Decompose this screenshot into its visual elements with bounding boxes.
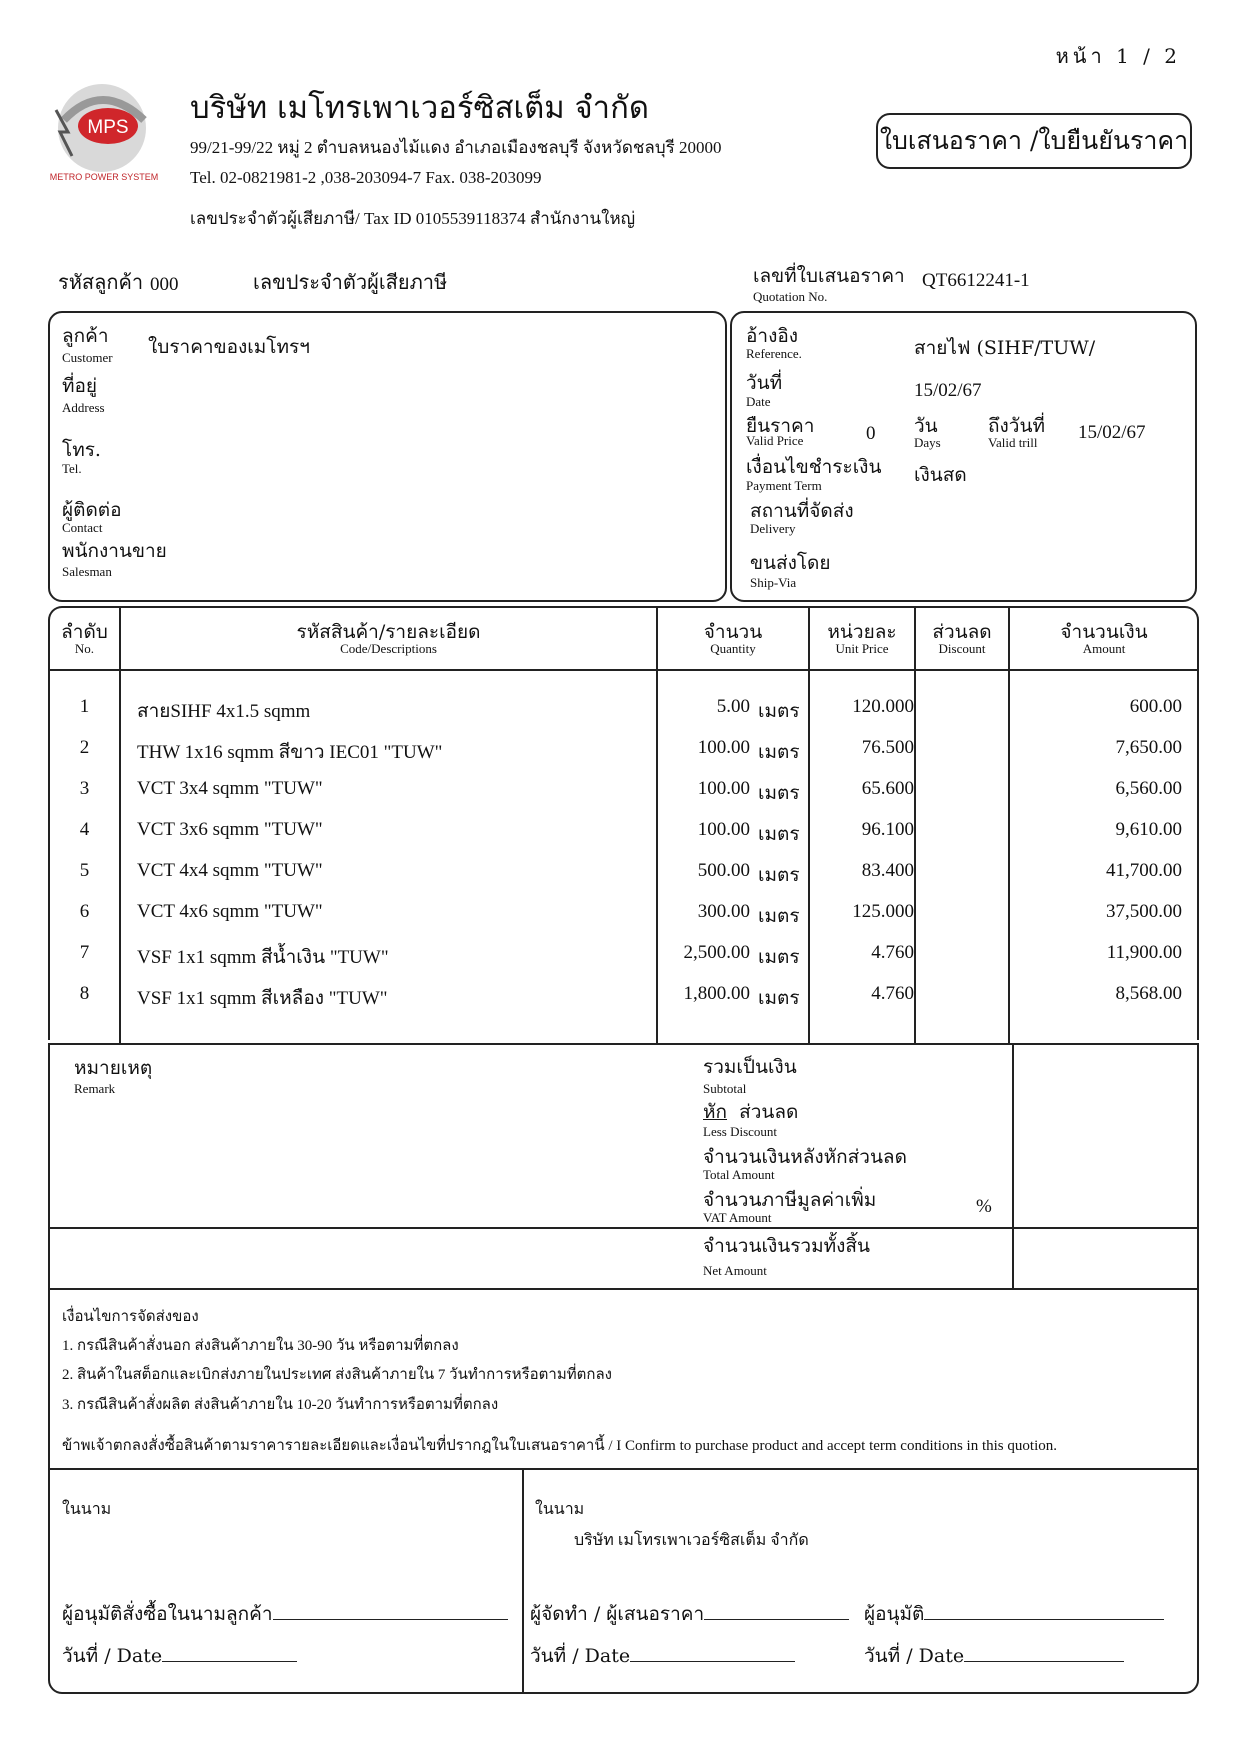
row-no: 5	[79, 860, 90, 881]
customer-date-label: วันที่ / Date	[62, 1645, 163, 1667]
col-qty-th: จำนวน	[703, 621, 763, 643]
row-quantity: 2,500.00	[683, 942, 750, 963]
row-amount: 9,610.00	[1115, 819, 1182, 840]
row-amount: 11,900.00	[1106, 942, 1182, 963]
row-amount: 8,568.00	[1115, 983, 1182, 1004]
delivery-label: สถานที่จัดส่ง	[750, 500, 854, 522]
reference-label-en: Reference.	[746, 346, 802, 361]
customer-code: 000	[150, 274, 179, 295]
tax-id-label: เลขประจำตัวผู้เสียภาษี	[253, 270, 448, 294]
customer-code-label: รหัสลูกค้า	[58, 270, 144, 294]
delivery-label-en: Delivery	[750, 521, 796, 536]
col-header-no	[50, 622, 119, 655]
row-description: VSF 1x1 sqmm สีเหลือง "TUW"	[137, 988, 388, 1009]
days-label-en: Days	[914, 435, 941, 450]
row-description: VCT 4x6 sqmm "TUW"	[137, 901, 323, 922]
approver-date-label: วันที่ / Date	[864, 1645, 965, 1667]
customer-on-behalf-label: ในนาม	[62, 1501, 112, 1518]
row-unit: เมตร	[758, 906, 800, 927]
payment-term-label: เงื่อนไขชำระเงิน	[746, 456, 882, 478]
row-no: 6	[79, 901, 90, 922]
row-amount: 37,500.00	[1106, 901, 1182, 922]
ship-via-label: ขนส่งโดย	[750, 552, 831, 574]
svg-text:MPS: MPS	[87, 117, 129, 138]
salesman-label: พนักงานขาย	[62, 540, 167, 562]
salesman-label-en: Salesman	[62, 564, 112, 579]
ship-via-label-en: Ship-Via	[750, 575, 797, 590]
conditions-title: เงื่อนไขการจัดส่งของ	[62, 1309, 199, 1325]
row-unit-price: 4.760	[871, 942, 914, 963]
net-amount-label-en: Net Amount	[703, 1263, 767, 1278]
col-header-amount	[1010, 622, 1198, 655]
page-sep: /	[1143, 44, 1154, 68]
col-price-en: Unit Price	[835, 641, 889, 656]
row-quantity: 100.00	[697, 737, 750, 758]
address-label: ที่อยู่	[62, 375, 98, 397]
reference-value: สายไฟ (SIHF/TUW/	[914, 337, 1096, 359]
preparer-signature	[530, 1604, 849, 1624]
preparer-date-label: วันที่ / Date	[530, 1645, 631, 1667]
row-amount: 600.00	[1129, 696, 1182, 717]
col-price-th: หน่วยละ	[827, 621, 897, 643]
totals-section	[48, 1043, 1199, 1288]
approver-signature	[864, 1604, 1164, 1624]
quotation-no: QT6612241-1	[922, 270, 1030, 291]
customer-approver-line	[273, 1619, 508, 1620]
less-label: หัก	[703, 1101, 728, 1123]
customer-approver-signature	[62, 1604, 508, 1624]
company-address: 99/21-99/22 หมู่ 2 ตำบลหนองไม้แดง อำเภอเมืองชลบุรี จังหวัดชลบุรี 20000	[190, 138, 722, 157]
confirmation-text: ข้าพเจ้าตกลงสั่งซื้อสินค้าตามราคารายละเอียดและเงื่อนไขที่ปรากฎในใบเสนอราคานี้ / I Confirm to purchase product and accept term conditions in this quotion.	[62, 1438, 1057, 1454]
row-description: VCT 4x4 sqmm "TUW"	[137, 860, 323, 881]
row-no: 7	[79, 942, 90, 963]
vat-amount-label-en: VAT Amount	[703, 1210, 772, 1225]
col-divider-price	[914, 607, 916, 1044]
page-label: หน้า	[1055, 44, 1106, 68]
condition-line: 2. สินค้าในสต็อกและเบิกส่งภายในประเทศ ส่งสินค้าภายใน 7 วันทำการหรือตามที่ตกลง	[62, 1367, 612, 1383]
col-qty-en: Quantity	[710, 641, 756, 656]
document-title: ใบเสนอราคา /ใบยืนยันราคา	[876, 113, 1192, 169]
row-description: VCT 3x6 sqmm "TUW"	[137, 819, 323, 840]
company-on-behalf-name: บริษัท เมโทรเพาเวอร์ซิสเต็ม จำกัด	[574, 1532, 809, 1549]
valid-price-label-en: Valid Price	[746, 433, 804, 448]
row-description: VCT 3x4 sqmm "TUW"	[137, 778, 323, 799]
row-unit: เมตร	[758, 865, 800, 886]
valid-till-label: ถึงวันที่	[988, 415, 1045, 437]
contact-label-en: Contact	[62, 520, 103, 535]
row-unit-price: 83.400	[861, 860, 914, 881]
row-unit: เมตร	[758, 988, 800, 1009]
customer-value: ใบราคาของเมโทรฯ	[148, 336, 310, 358]
row-amount: 41,700.00	[1106, 860, 1182, 881]
subtotal-label-en: Subtotal	[703, 1081, 747, 1096]
company-phone: Tel. 02-0821981-2 ,038-203094-7 Fax. 038-203099	[190, 168, 542, 187]
col-disc-en: Discount	[938, 641, 986, 656]
quotation-no-label: เลขที่ใบเสนอราคา	[753, 265, 905, 287]
payment-term-value: เงินสด	[914, 464, 967, 486]
row-unit: เมตร	[758, 783, 800, 804]
customer-label: ลูกค้า	[62, 325, 109, 347]
row-no: 4	[79, 819, 90, 840]
customer-date-line	[162, 1661, 297, 1662]
remark-label: หมายเหตุ	[74, 1057, 153, 1079]
row-description: THW 1x16 sqmm สีขาว IEC01 "TUW"	[137, 742, 443, 763]
reference-label: อ้างอิง	[746, 325, 799, 347]
signature-divider	[522, 1468, 524, 1692]
discount-label: ส่วนลด	[739, 1101, 799, 1123]
preparer-label: ผู้จัดทำ / ผู้เสนอราคา	[530, 1603, 705, 1625]
company-name: บริษัท เมโทรเพาเวอร์ซิสเต็ม จำกัด	[190, 90, 649, 126]
less-discount-label	[703, 1102, 798, 1122]
col-code-th: รหัสสินค้า/รายละเอียด	[296, 621, 481, 643]
col-header-qty	[658, 622, 808, 655]
approver-line	[924, 1619, 1164, 1620]
contact-label: ผู้ติดต่อ	[62, 499, 122, 521]
condition-line: 1. กรณีสินค้าสั่งนอก ส่งสินค้าภายใน 30-90 วัน หรือตามที่ตกลง	[62, 1338, 459, 1354]
row-unit-price: 96.100	[861, 819, 914, 840]
company-tax-id: เลขประจำตัวผู้เสียภาษี/ Tax ID 0105539118374 สำนักงานใหญ่	[190, 209, 636, 228]
row-unit: เมตร	[758, 947, 800, 968]
company-on-behalf-label: ในนาม	[535, 1501, 585, 1518]
row-description: VSF 1x1 sqmm สีน้ำเงิน "TUW"	[137, 947, 389, 968]
row-no: 2	[79, 737, 90, 758]
col-no-th: ลำดับ	[61, 621, 108, 643]
total-amount-label: จำนวนเงินหลังหักส่วนลด	[703, 1146, 907, 1168]
vat-amount-label: จำนวนภาษีมูลค่าเพิ่ม	[703, 1189, 877, 1211]
valid-till-value: 15/02/67	[1078, 422, 1146, 443]
company-logo	[44, 80, 164, 190]
subtotal-label: รวมเป็นเงิน	[703, 1056, 797, 1078]
row-unit: เมตร	[758, 742, 800, 763]
row-quantity: 300.00	[697, 901, 750, 922]
days-label: วัน	[914, 415, 938, 437]
col-header-price	[810, 622, 914, 655]
tel-label: โทร.	[62, 439, 101, 461]
row-no: 8	[79, 983, 90, 1004]
row-unit: เมตร	[758, 824, 800, 845]
col-header-code	[121, 622, 656, 655]
row-amount: 7,650.00	[1115, 737, 1182, 758]
row-unit-price: 76.500	[861, 737, 914, 758]
totals-col-divider	[1012, 1043, 1014, 1289]
row-unit: เมตร	[758, 701, 800, 722]
valid-price-label: ยืนราคา	[746, 415, 815, 437]
row-unit-price: 4.760	[871, 983, 914, 1004]
date-label-en: Date	[746, 394, 771, 409]
col-code-en: Code/Descriptions	[340, 641, 437, 656]
page-current: 1	[1116, 44, 1133, 68]
col-no-en: No.	[74, 641, 95, 656]
row-quantity: 1,800.00	[683, 983, 750, 1004]
row-quantity: 100.00	[697, 778, 750, 799]
quotation-no-en: Quotation No.	[753, 289, 828, 304]
row-amount: 6,560.00	[1115, 778, 1182, 799]
valid-till-label-en: Valid trill	[988, 435, 1038, 450]
row-unit-price: 125.000	[852, 901, 914, 922]
date-label: วันที่	[746, 372, 783, 394]
valid-days-value: 0	[866, 423, 876, 444]
payment-term-label-en: Payment Term	[746, 478, 822, 493]
row-no: 1	[79, 696, 90, 717]
tel-label-en: Tel.	[62, 461, 82, 476]
row-quantity: 5.00	[716, 696, 750, 717]
address-label-en: Address	[62, 400, 105, 415]
col-header-discount	[916, 622, 1008, 655]
col-divider-no	[119, 607, 121, 1044]
date-value: 15/02/67	[914, 380, 982, 401]
page-total: 2	[1164, 44, 1181, 68]
table-header-divider	[48, 669, 1199, 671]
preparer-date-line	[630, 1661, 795, 1662]
logo-caption: METRO POWER SYSTEM	[49, 172, 159, 182]
col-amount-th: จำนวนเงิน	[1060, 621, 1148, 643]
remark-label-en: Remark	[74, 1081, 116, 1096]
col-disc-th: ส่วนลด	[932, 621, 992, 643]
row-unit-price: 120.000	[852, 696, 914, 717]
preparer-date-signature	[530, 1646, 795, 1666]
row-unit-price: 65.600	[861, 778, 914, 799]
row-description: สายSIHF 4x1.5 sqmm	[137, 701, 311, 722]
approver-date-line	[964, 1661, 1124, 1662]
less-discount-label-en: Less Discount	[703, 1124, 778, 1139]
page-number	[1056, 40, 1181, 72]
col-amount-en: Amount	[1082, 641, 1126, 656]
customer-approver-label: ผู้อนุมัติสั่งซื้อในนามลูกค้า	[62, 1603, 273, 1625]
vat-percent: %	[976, 1196, 992, 1217]
row-no: 3	[79, 778, 90, 799]
row-quantity: 100.00	[697, 819, 750, 840]
approver-date-signature	[864, 1646, 1124, 1666]
total-amount-label-en: Total Amount	[703, 1167, 775, 1182]
approver-label: ผู้อนุมัติ	[864, 1603, 925, 1625]
customer-date-signature	[62, 1646, 297, 1666]
net-row-divider	[48, 1227, 1199, 1229]
customer-label-en: Customer	[62, 350, 113, 365]
net-amount-label: จำนวนเงินรวมทั้งสิ้น	[703, 1235, 870, 1257]
preparer-line	[704, 1619, 849, 1620]
condition-line: 3. กรณีสินค้าสั่งผลิต ส่งสินค้าภายใน 10-20 วันทำการหรือตามที่ตกลง	[62, 1397, 499, 1413]
row-quantity: 500.00	[697, 860, 750, 881]
